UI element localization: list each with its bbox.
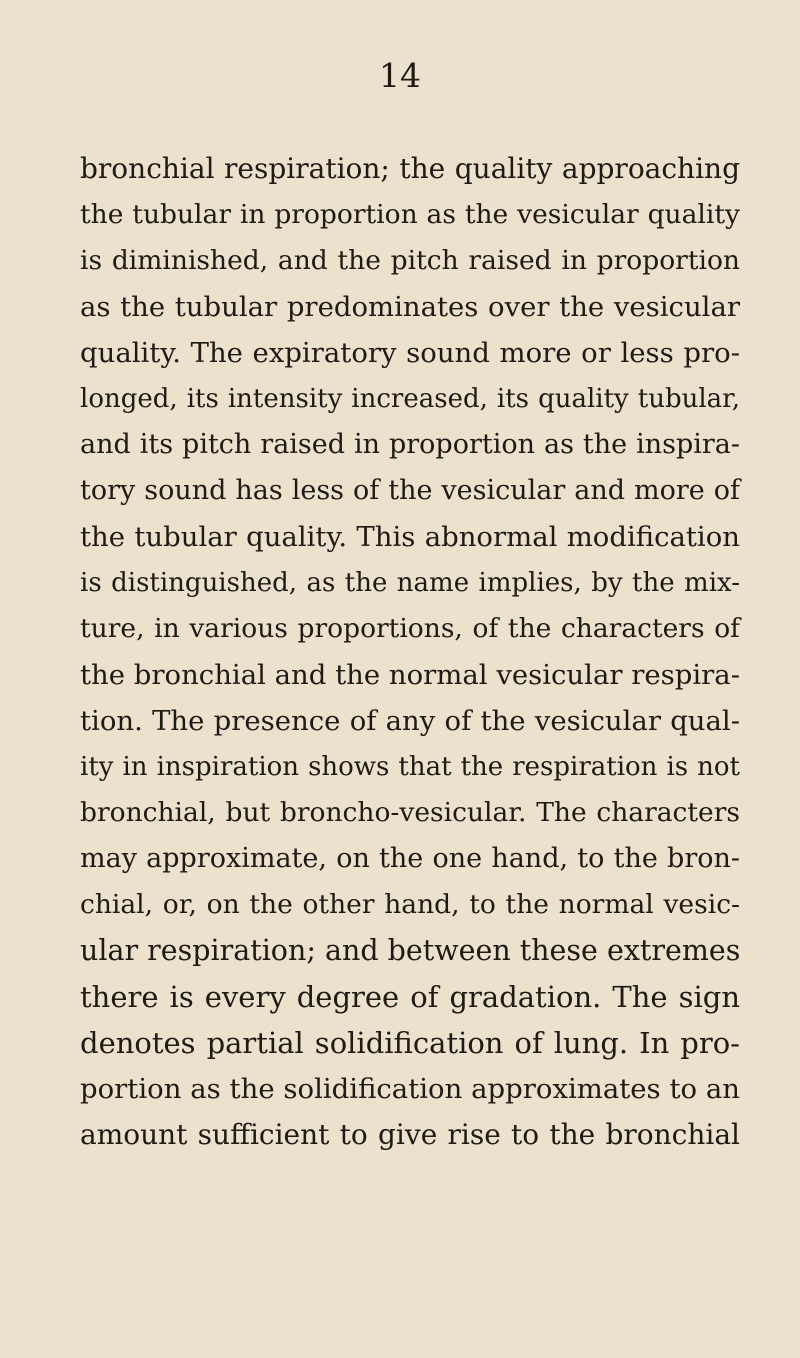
text-line: there is every degree of gradation. The sign	[80, 980, 740, 1014]
text-line: quality. The expiratory sound more or less pro-	[80, 337, 740, 369]
text-line: as the tubular predominates over the vesicular	[80, 291, 740, 323]
text-line: chial, or, on the other hand, to the normal vesic-	[80, 889, 740, 920]
text-line: is distinguished, as the name implies, by the mix-	[80, 568, 740, 598]
body-text	[80, 146, 740, 1158]
text-line: the tubular quality. This abnormal modification	[80, 521, 740, 553]
text-line: longed, its intensity increased, its quality tubular,	[80, 384, 740, 414]
text-line: is diminished, and the pitch raised in proportion	[80, 245, 740, 276]
text-line: portion as the solidification approximates to an	[80, 1073, 740, 1105]
text-line: the tubular in proportion as the vesicular quality	[80, 199, 740, 230]
page-number: 14	[379, 56, 421, 95]
text-line: amount sufficient to give rise to the bronchial	[80, 1118, 740, 1151]
text-line: ity in inspiration shows that the respiration is not	[80, 752, 740, 782]
text-line: may approximate, on the one hand, to the bron-	[80, 843, 740, 874]
text-line: the bronchial and the normal vesicular respira-	[80, 659, 740, 691]
text-line: tion. The presence of any of the vesicular qual-	[80, 705, 740, 737]
text-line: and its pitch raised in proportion as the inspira-	[80, 429, 740, 460]
text-line: bronchial respiration; the quality approaching	[80, 152, 740, 185]
text-line: denotes partial solidification of lung. In pro-	[80, 1026, 740, 1060]
text-line: bronchial, but broncho-vesicular. The characters	[80, 797, 740, 828]
text-line: ular respiration; and between these extremes	[80, 934, 741, 967]
text-line: ture, in various proportions, of the characters of	[80, 613, 740, 644]
text-line: tory sound has less of the vesicular and more of	[80, 475, 740, 506]
